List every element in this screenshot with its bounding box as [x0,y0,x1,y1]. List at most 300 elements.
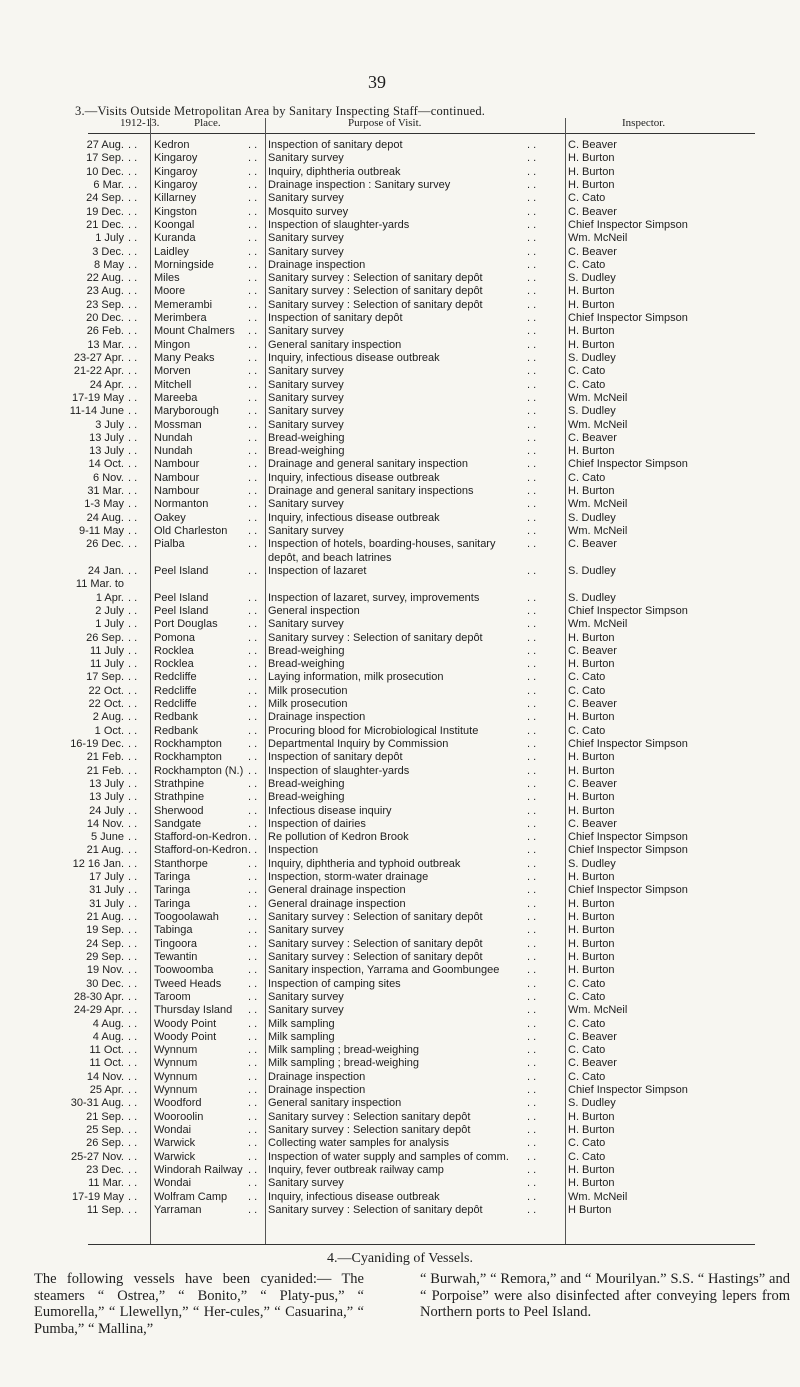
visit-place: Killarney [154,192,197,205]
leader-dots: . . [128,1070,138,1083]
leader-dots: . . [248,564,258,577]
leader-dots: . . [248,285,258,298]
leader-dots: . . [527,751,537,764]
leader-dots: . . [128,897,138,910]
leader-dots: . . [248,937,258,950]
visit-inspector: S. Dudley [568,1097,616,1110]
visit-place: Redbank [154,711,199,724]
leader-dots: . . [527,618,537,631]
table-row [0,765,800,778]
visit-date: 26 Feb. [86,325,124,338]
table-row [0,725,800,738]
visit-purpose: Sanitary survey [268,325,344,338]
visit-inspector: Wm. McNeil [568,232,628,245]
visit-purpose: Collecting water samples for analysis [268,1137,449,1150]
visit-date: 30-31 Aug. [70,1097,124,1110]
leader-dots: . . [248,884,258,897]
leader-dots: . . [527,684,537,697]
leader-dots: . . [128,1163,138,1176]
section-text-right: “ Burwah,” “ Remora,” and “ Mourilyan.” S.S. “ Hastings” and “ Porpoise” were also disinfected after conveying lepers from Northern ports to Peel Island. [420,1271,790,1320]
visit-place: Laidley [154,245,189,258]
table-row [0,1004,800,1017]
table-row [0,831,800,844]
visit-date: 6 Mar. [93,178,124,191]
visit-inspector: C. Beaver [568,698,617,710]
leader-dots: . . [527,1017,537,1030]
visit-date: 24 Sep. [86,192,124,205]
leader-dots: . . [527,591,537,604]
table-row [0,1177,800,1190]
visit-place: Oakey [154,511,186,524]
leader-dots: . . [248,1084,258,1096]
visit-date: 4 Aug. [92,1030,124,1043]
visit-place: Stafford-on-Kedron [154,831,248,844]
table-row [0,964,800,977]
visit-place: Nambour [154,471,200,484]
visit-inspector: H. Burton [568,751,615,764]
leader-dots: . . [248,871,258,884]
visit-purpose: Inquiry, fever outbreak railway camp [268,1163,444,1176]
leader-dots: . . [248,178,258,191]
leader-dots: . . [128,671,138,684]
visit-purpose: Inspection of lazaret [268,564,367,577]
leader-dots: . . [248,950,258,963]
leader-dots: . . [527,1070,537,1083]
visit-inspector: C. Beaver [568,205,617,218]
visit-place: Yarraman [154,1203,202,1216]
visit-inspector: C. Cato [568,671,606,684]
visit-purpose: Bread-weighing [268,791,345,804]
leader-dots: . . [248,352,258,364]
visit-inspector: Wm. McNeil [568,418,628,431]
visit-purpose: Sanitary survey : Selection of sanitary depôt [268,631,483,644]
leader-dots: . . [527,844,537,857]
table-title: 3.—Visits Outside Metropolitan Area by Sanitary Inspecting Staff—continued. [75,104,486,118]
leader-dots: . . [248,298,258,311]
visit-date: 22 Oct. [88,698,124,710]
visit-purpose: Drainage and general sanitary inspections [268,485,474,498]
visit-place: Windorah Railway [154,1163,243,1176]
visit-purpose: Drainage and general sanitary inspection [268,458,468,471]
leader-dots: . . [248,1070,258,1083]
leader-dots: . . [128,352,138,364]
visit-inspector: C. Cato [568,1137,606,1150]
table-row [0,405,800,418]
table-row [0,618,800,631]
visit-date: 21 Dec. [86,218,124,231]
leader-dots: . . [527,418,537,431]
leader-dots: . . [527,658,537,671]
leader-dots: . . [248,511,258,524]
table-row [0,871,800,884]
visit-purpose: depôt, and beach latrines [268,551,392,564]
visit-inspector: C. Beaver [568,1030,617,1043]
leader-dots: . . [248,964,258,977]
visit-purpose: Drainage inspection : Sanitary survey [268,178,451,191]
leader-dots: . . [128,884,138,897]
table-row [0,818,800,831]
visit-inspector: H. Burton [568,1123,615,1136]
leader-dots: . . [128,831,138,844]
visit-inspector: C. Beaver [568,644,617,657]
visit-date: 13 July [89,445,124,458]
visit-date: 21 Aug. [86,911,124,923]
table-row [0,472,800,485]
leader-dots: . . [527,857,537,870]
table-row [0,698,800,711]
leader-dots: . . [128,205,138,218]
visit-date: 19 Nov. [86,964,124,977]
visit-inspector: C. Beaver [568,817,617,830]
leader-dots: . . [248,1097,258,1110]
leader-dots: . . [248,817,258,830]
leader-dots: . . [128,338,138,351]
visit-place: Morningside [154,258,214,271]
leader-dots: . . [527,817,537,830]
visit-place: Wondai [154,1123,192,1136]
visit-date: 11 Mar. [88,1177,124,1190]
table-row [0,432,800,445]
visit-inspector: C. Beaver [568,1057,617,1070]
visit-purpose: Milk prosecution [268,698,348,710]
visit-place: Rocklea [154,658,194,671]
leader-dots: . . [248,525,258,537]
leader-dots: . . [128,272,138,285]
table-row [0,1164,800,1177]
leader-dots: . . [128,1084,138,1096]
visit-date: 23-27 Apr. [73,352,124,364]
table-row [0,1044,800,1057]
visit-place: Rocklea [154,644,194,657]
table-row [0,259,800,272]
leader-dots: . . [248,325,258,338]
visit-date: 19 Dec. [86,205,124,218]
table-row [0,605,800,618]
leader-dots: . . [248,498,258,511]
leader-dots: . . [527,232,537,245]
leader-dots: . . [128,485,138,498]
leader-dots: . . [128,431,138,444]
visit-inspector: C. Cato [568,724,606,737]
visit-place: Mitchell [154,378,192,391]
visit-purpose: Sanitary survey [268,365,344,378]
table-row [0,1084,800,1097]
leader-dots: . . [128,192,138,205]
leader-dots: . . [128,844,138,857]
table-row [0,339,800,352]
table-row [0,938,800,951]
visit-place: Nambour [154,485,200,498]
visit-place: Many Peaks [154,352,215,364]
visit-purpose: Sanitary survey [268,1004,344,1017]
visit-purpose: Sanitary survey : Selection of sanitary depôt [268,298,483,311]
visit-date: 9-11 May [78,525,124,537]
visit-place: Mareeba [154,391,198,404]
table-row [0,751,800,764]
leader-dots: . . [527,445,537,458]
leader-dots: . . [128,564,138,577]
visit-place: Kuranda [154,232,196,245]
visit-inspector: H. Burton [568,924,615,937]
visit-place: Rockhampton (N.) [154,764,244,777]
leader-dots: . . [248,777,258,790]
visit-date: 2 July [95,604,124,617]
table-row [0,445,800,458]
visit-place: Strathpine [154,777,205,790]
visit-date: 28-30 Apr. [73,990,124,1003]
table-row [0,565,800,578]
table-row [0,485,800,498]
visit-place: Taringa [154,897,191,910]
table-row [0,285,800,298]
leader-dots: . . [128,525,138,537]
visit-purpose: Inspection of water supply and samples of comm. [268,1150,509,1163]
table-row [0,711,800,724]
visit-purpose: Re pollution of Kedron Brook [268,831,409,844]
visit-inspector: C. Cato [568,378,606,391]
visit-purpose: Sanitary survey [268,1177,344,1190]
leader-dots: . . [128,445,138,458]
leader-dots: . . [527,338,537,351]
visit-purpose: Milk prosecution [268,684,348,697]
leader-dots: . . [248,671,258,684]
leader-dots: . . [527,405,537,418]
leader-dots: . . [527,698,537,710]
visit-purpose: Bread-weighing [268,431,345,444]
visit-date: 4 Aug. [92,1017,124,1030]
leader-dots: . . [248,1163,258,1176]
leader-dots: . . [128,232,138,245]
visit-place: Kingaroy [154,178,198,191]
table-row [0,844,800,857]
leader-dots: . . [527,205,537,218]
leader-dots: . . [527,911,537,923]
visit-purpose: Inspection of hotels, boarding-houses, sanitary [268,538,496,551]
table-row [0,738,800,751]
visit-inspector: Wm. McNeil [568,1190,628,1203]
visit-date: 17-19 May [72,1190,124,1203]
visit-inspector: C. Beaver [568,245,617,258]
leader-dots: . . [128,911,138,923]
leader-dots: . . [128,1004,138,1017]
leader-dots: . . [527,1110,537,1123]
visit-date: 17 Sep. [86,152,124,165]
visit-purpose: Inquiry, infectious disease outbreak [268,511,440,524]
leader-dots: . . [128,538,138,551]
leader-dots: . . [248,738,258,750]
leader-dots: . . [248,631,258,644]
leader-dots: . . [128,178,138,191]
visit-inspector: C. Cato [568,1070,606,1083]
leader-dots: . . [527,352,537,364]
visit-date: 21 Sep. [86,1110,124,1123]
visit-purpose: Sanitary survey [268,990,344,1003]
visit-purpose: Inquiry, infectious disease outbreak [268,1190,440,1203]
visit-place: Kingaroy [154,165,198,178]
leader-dots: . . [128,711,138,724]
visit-date: 13 July [89,791,124,804]
visit-inspector: C. Cato [568,258,606,271]
visit-place: Warwick [154,1137,196,1150]
visit-purpose: Inspection, storm-water drainage [268,871,429,884]
visit-place: Tabinga [154,924,193,937]
visit-date: 3 July [95,418,124,431]
leader-dots: . . [248,1030,258,1043]
visit-inspector: C. Beaver [568,431,617,444]
leader-dots: . . [527,391,537,404]
visit-date: 31 July [89,884,124,897]
visit-inspector: C. Beaver [568,538,617,551]
leader-dots: . . [128,1030,138,1043]
leader-dots: . . [248,445,258,458]
visit-inspector: Chief Inspector Simpson [568,604,688,617]
visit-inspector: C. Beaver [568,139,617,151]
leader-dots: . . [128,684,138,697]
leader-dots: . . [527,1004,537,1017]
leader-dots: . . [527,791,537,804]
visit-inspector: S. Dudley [568,405,616,418]
leader-dots: . . [128,977,138,990]
visit-place: Memerambi [154,298,213,311]
leader-dots: . . [248,1017,258,1030]
table-row [0,498,800,511]
visit-date: 22 Aug. [86,272,124,285]
visit-date: 21 Feb. [86,764,124,777]
leader-dots: . . [248,458,258,471]
visit-date: 30 Dec. [86,977,124,990]
visit-purpose: Drainage inspection [268,258,366,271]
visit-inspector: H. Burton [568,711,615,724]
leader-dots: . . [128,165,138,178]
visit-purpose: Procuring blood for Microbiological Institute [268,724,479,737]
leader-dots: . . [527,139,537,151]
visit-date: 3 Dec. [92,245,124,258]
visit-place: Wolfram Camp [154,1190,228,1203]
leader-dots: . . [248,205,258,218]
visit-date: 20 Dec. [86,312,124,324]
visit-inspector: Chief Inspector Simpson [568,738,688,750]
leader-dots: . . [248,751,258,764]
visit-date: 25 Apr. [89,1084,124,1096]
visit-inspector: Chief Inspector Simpson [568,884,688,897]
leader-dots: . . [248,977,258,990]
visit-place: Woodford [154,1097,202,1110]
visit-date: 21 Aug. [86,844,124,857]
visit-date: 6 Nov. [93,471,124,484]
leader-dots: . . [128,724,138,737]
header-purpose: Purpose of Visit. [348,117,422,129]
leader-dots: . . [527,924,537,937]
visit-place: Wooroolin [154,1110,204,1123]
header-place: Place. [194,117,221,129]
visit-inspector: H. Burton [568,764,615,777]
table-row [0,552,800,565]
leader-dots: . . [248,272,258,285]
leader-dots: . . [128,405,138,418]
table-row [0,578,800,591]
table-row [0,152,800,165]
leader-dots: . . [527,458,537,471]
leader-dots: . . [527,471,537,484]
visit-date: 11-14 June [69,405,124,418]
table-row [0,272,800,285]
leader-dots: . . [527,325,537,338]
leader-dots: . . [527,724,537,737]
visit-purpose: Sanitary survey [268,525,344,537]
leader-dots: . . [527,804,537,817]
table-row [0,1097,800,1110]
visit-purpose: Laying information, milk prosecution [268,671,444,684]
visit-place: Peel Island [154,564,209,577]
visit-inspector: C. Beaver [568,777,617,790]
visit-purpose: Sanitary survey [268,378,344,391]
leader-dots: . . [527,498,537,511]
visit-purpose: Sanitary survey [268,232,344,245]
visit-inspector: H. Burton [568,911,615,923]
visit-place: Old Charleston [154,525,228,537]
visit-place: Pialba [154,538,185,551]
visit-purpose: Inquiry, diphtheria outbreak [268,165,401,178]
leader-dots: . . [527,564,537,577]
leader-dots: . . [248,764,258,777]
leader-dots: . . [527,738,537,750]
visit-date: 21-22 Apr. [73,365,124,378]
leader-dots: . . [248,791,258,804]
visit-inspector: H. Burton [568,937,615,950]
leader-dots: . . [128,618,138,631]
visit-inspector: S. Dudley [568,272,616,285]
visit-purpose: Milk sampling ; bread-weighing [268,1044,420,1057]
visit-date: 8 May [94,258,124,271]
header-rule [88,133,755,134]
visit-purpose: Sanitary survey [268,418,344,431]
table-row [0,325,800,338]
table-row [0,911,800,924]
visit-inspector: S. Dudley [568,591,616,604]
visit-place: Rockhampton [154,738,222,750]
leader-dots: . . [527,604,537,617]
leader-dots: . . [527,298,537,311]
header-inspector: Inspector. [622,117,666,129]
visit-date: 13 July [89,777,124,790]
visit-inspector: H. Burton [568,1177,615,1190]
visit-inspector: H. Burton [568,1110,615,1123]
table-row [0,658,800,671]
leader-dots: . . [527,884,537,897]
visit-date: 31 July [89,897,124,910]
leader-dots: . . [527,1030,537,1043]
table-row [0,1031,800,1044]
leader-dots: . . [128,698,138,710]
visit-date: 24 Apr. [89,378,124,391]
leader-dots: . . [128,964,138,977]
leader-dots: . . [527,431,537,444]
visit-place: Taringa [154,871,191,884]
visit-date: 5 June [90,831,124,844]
visit-date: 1 July [95,232,124,245]
visit-place: Warwick [154,1150,196,1163]
leader-dots: . . [248,1110,258,1123]
leader-dots: . . [128,325,138,338]
visit-purpose: Sanitary survey : Selection of sanitary depôt [268,937,483,950]
visit-place: Wynnum [154,1057,198,1070]
visit-place: Nundah [154,445,193,458]
visit-inspector: Chief Inspector Simpson [568,218,688,231]
table-row [0,951,800,964]
visit-purpose: Inspection of slaughter-yards [268,764,410,777]
leader-dots: . . [527,1137,537,1150]
visit-purpose: Drainage inspection [268,1084,366,1096]
